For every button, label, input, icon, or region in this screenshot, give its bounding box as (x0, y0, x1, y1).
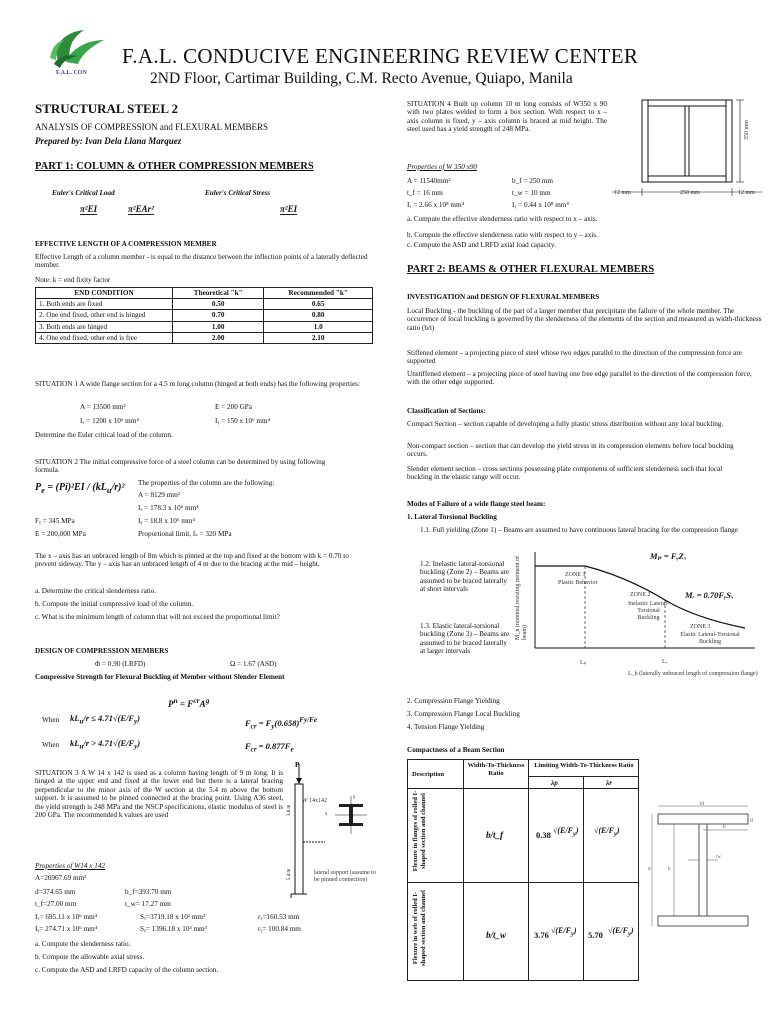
phi-lrfd: Φ = 0.90 (LRFD) (95, 660, 146, 668)
fcr-formula-2: $F_{cr} = 0.877F_e$ (245, 741, 294, 754)
sit1-modulus: E = 200 GPa (215, 403, 252, 411)
mode-1-1: 1.1. Full yielding (Zone 1) – Beams are assumed to have continuous lateral bracing for the compression flange (420, 526, 738, 534)
sit2-iy: Iᵧ = 18.8 x 10⁶ mm⁴ (138, 517, 195, 525)
sit3-iy: Iᵧ= 274.71 x 10⁶ mm⁴ (35, 925, 98, 933)
zone-3-desc: Elastic Lateral-Torsional Buckling (680, 632, 740, 645)
mode-3: 3. Compression Flange Local Buckling (407, 710, 520, 718)
compactness-table (407, 759, 639, 981)
compressive-strength-text: Compressive Strength for Flexural Buckling of Member without Slender Element (35, 673, 285, 681)
situation-1-text: SITUATION 1 A wide flange section for a 4.5 m long column (hinged at both ends) has the following properties: (35, 380, 360, 388)
mode-2: 2. Compression Flange Yielding (407, 697, 500, 705)
sit3-area: A=26967.69 mm² (35, 874, 87, 882)
table-cell: 0.50 (173, 299, 264, 310)
zone-2-desc: Inelastic Lateral-Torsional Buckling (628, 601, 669, 621)
row1-description: Flexure in flanges of rolled I-shaped section and channel (412, 790, 427, 872)
tbl-lambda-r: λr (606, 779, 612, 787)
sit3-tw: t_w= 17.27 mm (125, 900, 171, 908)
zone-1-desc: Plastic Behavior (558, 580, 598, 586)
sit2-question-b: b. Compute the initial compressive load of the column. (35, 600, 194, 608)
sit2-question-c: c. What is the minimum length of column that will not exceed the proportional limit? (35, 613, 280, 621)
unstiffened-element-text: Unstiffened element – a projecting piece of steel having one free edge parallel to the direction of the compression force, with the other edge supported. (407, 370, 752, 387)
sit3-sy: Sᵧ= 1396.18 x 10³ mm³ (140, 925, 207, 933)
table-cell: 2.10 (264, 332, 373, 343)
document-title: STRUCTURAL STEEL 2 (35, 101, 179, 116)
when-label-2: When (42, 741, 60, 749)
tbl-description-header: Description (412, 771, 445, 778)
svg-text:x: x (325, 812, 328, 817)
i-section-diagram (648, 800, 763, 940)
sit3-question-b: b. Compute the allowable axial stress. (35, 953, 145, 961)
sit1-ix: Iₓ = 1200 x 10⁶ mm⁴ (80, 417, 139, 425)
omega-asd: Ω = 1.67 (ASD) (230, 660, 277, 668)
svg-text:3.6 m: 3.6 m (287, 804, 292, 816)
logo (44, 26, 114, 84)
x-axis-label: L_b (laterally unbraced length of compression flange) (628, 671, 758, 677)
table-cell: 0.70 (173, 310, 264, 321)
lp-label: Lₚ (580, 660, 587, 666)
compact-section-text: Compact Section – section capable of developing a fully plastic stress distribution without any local buckling. (407, 420, 724, 428)
logo-text: F.A.L. CON (56, 70, 87, 76)
dim-12mm-right: 12 mm (738, 190, 755, 196)
investigation-heading: INVESTIGATION and DESIGN OF FLEXURAL MEMBERS (407, 293, 600, 301)
w14-label: W 14x142 (302, 798, 328, 804)
table-header-row (36, 288, 373, 299)
row1-ratio: b/t_f (486, 830, 503, 840)
sit4-iy: Iᵧ = 0.44 x 10⁸ mm⁴ (512, 201, 569, 209)
classification-heading: Classification of Sections: (407, 407, 486, 415)
sit4-question-c: c. Compute the ASD and LRFD axial load capacity. (407, 241, 556, 249)
stiffened-element-text: Stiffened element – a projecting piece of steel whose two edges parallel to the direction of the compression force are supported (407, 349, 742, 366)
table-row (36, 310, 373, 321)
table-cell: 1. Both ends are fixed (36, 299, 173, 310)
mr-formula: Mᵣ = 0.70FᵧSₓ (685, 590, 734, 600)
tbl-lambda-p: λp (551, 779, 558, 787)
sit3-question-a: a. Compute the slenderness ratio. (35, 940, 131, 948)
sit3-ry: rᵧ= 100.84 mm (258, 925, 301, 933)
table-cell: 2. One end fixed, other end is hinged (36, 310, 173, 321)
sit1-area: A = 13500 mm² (80, 403, 126, 411)
row2-lr-root: $√(E/F_y)$ (608, 926, 634, 938)
zone-3-label: ZONE 3 (690, 624, 711, 630)
svg-text:tf: tf (750, 819, 754, 824)
row2-lambda-p: 3.76 (534, 930, 549, 940)
fcr-formula-1: $F_{cr} = F_y(0.658)^{Fy/Fe}$ (245, 716, 317, 731)
table-cell: 0.80 (264, 310, 373, 321)
row1-lambda-p: 0.38 (536, 830, 551, 840)
situation-2-text: SITUATION 2 The initial compressive force of a steel column can be determined by using following formula. (35, 458, 326, 475)
effective-length-heading: EFFECTIVE LENGTH OF A COMPRESSION MEMBER (35, 240, 217, 248)
sit2-fy: Fᵧ = 345 MPa (35, 517, 75, 525)
row1-lr-root: $√(E/F_y)$ (594, 826, 620, 838)
table-cell: 0.65 (264, 299, 373, 310)
svg-text:bf: bf (700, 802, 705, 807)
svg-text:tw: tw (716, 855, 721, 860)
mode-1-2: 1.2. Inelastic lateral-torsional buckling (Zone 2) – Beams are assumed to be braced laterally at short intervals (420, 560, 510, 594)
svg-text:P: P (295, 761, 300, 769)
sit2-area: A = 8129 mm² (138, 491, 180, 499)
sit3-bf: b_f=393.70 mm (125, 888, 172, 896)
dim-12mm-left: 12 mm (614, 190, 631, 196)
when-label-1: When (42, 716, 60, 724)
tbl-limiting-header: Limiting Width-To-Thickness Ratio (534, 762, 634, 769)
sit2-fs: Proportional limit, fₛ = 320 MPa (138, 530, 232, 538)
euler-formula-1: π²EI (80, 204, 98, 214)
part1-heading: PART 1: COLUMN & OTHER COMPRESSION MEMBERS (35, 161, 314, 172)
row2-lp-root: $√(E/F_y)$ (551, 926, 577, 938)
svg-text:h: h (668, 867, 671, 872)
svg-text:y: y (353, 795, 356, 800)
sit4-tw: t_w = 10 mm (512, 189, 551, 197)
zone-1-label: ZONE 1 (565, 572, 586, 578)
sit2-ix: Iₓ = 178.3 x 10⁶ mm⁴ (138, 504, 199, 512)
row1-lp-root: $√(E/F_y)$ (553, 826, 579, 838)
zone-2-label: ZONE 2 (630, 592, 651, 598)
sit2-body: The x – axis has an unbraced length of 8m which is pinned at the top and fixed at the bottom with k = 0.70 to prevent sideway. The y – axis has an unbraced length of 4 m due to the bracing at the mid – height. (35, 552, 349, 569)
table-cell: 1.00 (173, 321, 264, 332)
situation-4-text: SITUATION 4 Built up column 10 m long consists of W350 x 90 with two plates welded to form a box section. With respect to x – axis column is fixed, y – axis column is braced at mid height. The steel used has a yield strength of 248 MPa. (407, 100, 607, 134)
sit4-question-b: b. Compute the effective slenderness ratio with respect to y – axis. (407, 231, 598, 239)
table-header: Theoretical "k" (173, 288, 264, 299)
euler-stress-label: Euler's Critical Stress (205, 189, 271, 197)
row2-description: Flexure in web of rolled I-shaped section and channel (412, 890, 427, 966)
table-row (36, 299, 373, 310)
mode-1-3: 1.3. Elastic lateral-torsional buckling (Zone 3) – Beams are assumed to be braced laterally at larger intervals (420, 622, 510, 656)
table-row (36, 321, 373, 332)
sit2-props: The properties of the column are the following: (138, 479, 275, 487)
sit4-bf: b_f = 250 mm (512, 177, 553, 185)
mp-formula: Mₚ = FᵧZₓ (650, 551, 687, 561)
table-cell: 3. Both ends are hinged (36, 321, 173, 332)
pn-formula: $P^n = F^{cr}A^g$ (168, 696, 210, 709)
euler-load-label: Euler's Critical Load (52, 189, 115, 197)
sit2-question-a: a. Determine the critical slenderness ratio. (35, 587, 157, 595)
table-cell: 2.00 (173, 332, 264, 343)
lr-label: Lᵣ (662, 659, 668, 665)
sit3-ix: Iₓ= 695.11 x 10⁶ mm⁴ (35, 913, 98, 921)
sit2-formula: $P_e = (Pi)^2EI / (kL_u/r)^2$ (35, 482, 125, 495)
condition-2: $kL_u/r > 4.71√(E/F_y)$ (70, 738, 141, 751)
sit3-sx: Sₓ=3719.18 x 10³ mm³ (140, 913, 206, 921)
sit1-question: Determine the Euler critical load of the column. (35, 431, 173, 439)
sit3-rx: rₓ=160.53 mm (258, 913, 300, 921)
dim-250mm: 250 mm (680, 190, 700, 196)
sit4-ix: Iₓ = 2.66 x 10⁸ mm⁴ (407, 201, 465, 209)
lateral-support-label: lateral support (assume to be pinned connection) (314, 870, 376, 883)
sit4-tf: t_f = 16 mm (407, 189, 443, 197)
sit2-e: E = 200,000 MPa (35, 530, 86, 538)
sit3-question-c: c. Compute the ASD and LRFD capacity of the column section. (35, 966, 219, 974)
slender-section-text: Slender element section – cross sections possessing plate components of sufficient slenderness such that local buckling in the elastic range will occur. (407, 465, 723, 482)
compactness-heading: Compactness of a Beam Section (407, 746, 505, 754)
sit3-tf: t_f=27.00 mm (35, 900, 77, 908)
row2-lambda-r: 5.70 (588, 930, 603, 940)
effective-length-text: Effective Length of a column member - is equal to the distance between the inflection points of a laterally deflected member. (35, 253, 368, 270)
note-text: Note: k = end fixity factor (35, 276, 111, 284)
table-header: END CONDITION (36, 288, 173, 299)
mode-4: 4. Tension Flange Yielding (407, 723, 485, 731)
center-title: F.A.L. CONDUCIVE ENGINEERING REVIEW CENTER (122, 44, 639, 68)
sit3-props-heading: Properties of W14 x 142 (35, 862, 106, 870)
mode-1: 1. Lateral Torsional Buckling (407, 513, 497, 521)
sit4-props-heading: Properties of W 350 x90 (407, 163, 478, 171)
table-cell: 4. One end fixed, other end is free (36, 332, 173, 343)
svg-text:5.4 m: 5.4 m (287, 868, 292, 880)
euler-formula-2: π²EAr² (128, 204, 154, 214)
sit4-area: A = 11540mm² (407, 177, 451, 185)
local-buckling-text: Local Buckling - the buckling of the part of a larger member that precipitate the failure of the whole member. The occurrence of local buckling is governed by the slenderness of the elements of the section and measured as width-thickness ratio (b/t) (407, 307, 762, 332)
part2-heading: PART 2: BEAMS & OTHER FLEXURAL MEMBERS (407, 264, 655, 275)
row2-ratio: b/t_w (486, 930, 507, 940)
euler-formula-3: π²EI (280, 204, 298, 214)
sit1-iy: Iᵧ = 150 x 10⁶ mm⁴ (215, 417, 271, 425)
modes-heading: Modes of Failure of a wide flange steel beam: (407, 500, 546, 508)
situation-3-text: SITUATION 3 A W 14 x 142 is used as a column having length of 9 m long. It is hinged at the upper end and fixed at the lower end but there is a lateral bracing perpendicular to the minor axis of the W section at the 5.4 m above the bottom support. It is assumed to be pinned connected at the bracing point. Using A36 steel, the yield strength is 248 MPa and the NSCP specifications, elastic modulus of steel is 200 GPa. The recommended k values are used (35, 769, 283, 820)
table-row (36, 332, 373, 343)
sit3-d: d=374.65 mm (35, 888, 76, 896)
tbl-width-thickness-header: Width-To-Thickness Ratio (467, 762, 525, 777)
table-header: Recommended "k" (264, 288, 373, 299)
document-subtitle: ANALYSIS OF COMPRESSION and FLEXURAL MEMBERS (35, 122, 269, 132)
table-cell: 1.0 (264, 321, 373, 332)
y-axis-label: M_n (nominal resisting moment of beam) (515, 556, 528, 640)
design-heading: DESIGN OF COMPRESSION MEMBERS (35, 647, 169, 655)
document-author: Prepared by: Ivan Dela Llana Marquez (35, 136, 182, 146)
sit4-question-a: a. Compute the effective slenderness ratio with respect to x – axis. (407, 215, 598, 223)
svg-text:b: b (723, 825, 726, 830)
dim-350mm: 350 mm (744, 120, 750, 140)
center-address: 2ND Floor, Cartimar Building, C.M. Recto Avenue, Quiapo, Manila (150, 70, 573, 87)
noncompact-section-text: Non-compact section – section that can develop the yield stress in its compression elements before local buckling occurs. (407, 442, 734, 459)
svg-text:d: d (648, 867, 651, 872)
condition-1: $kL_u/r \le 4.71√(E/F_y)$ (70, 713, 141, 726)
end-condition-table (35, 287, 373, 344)
